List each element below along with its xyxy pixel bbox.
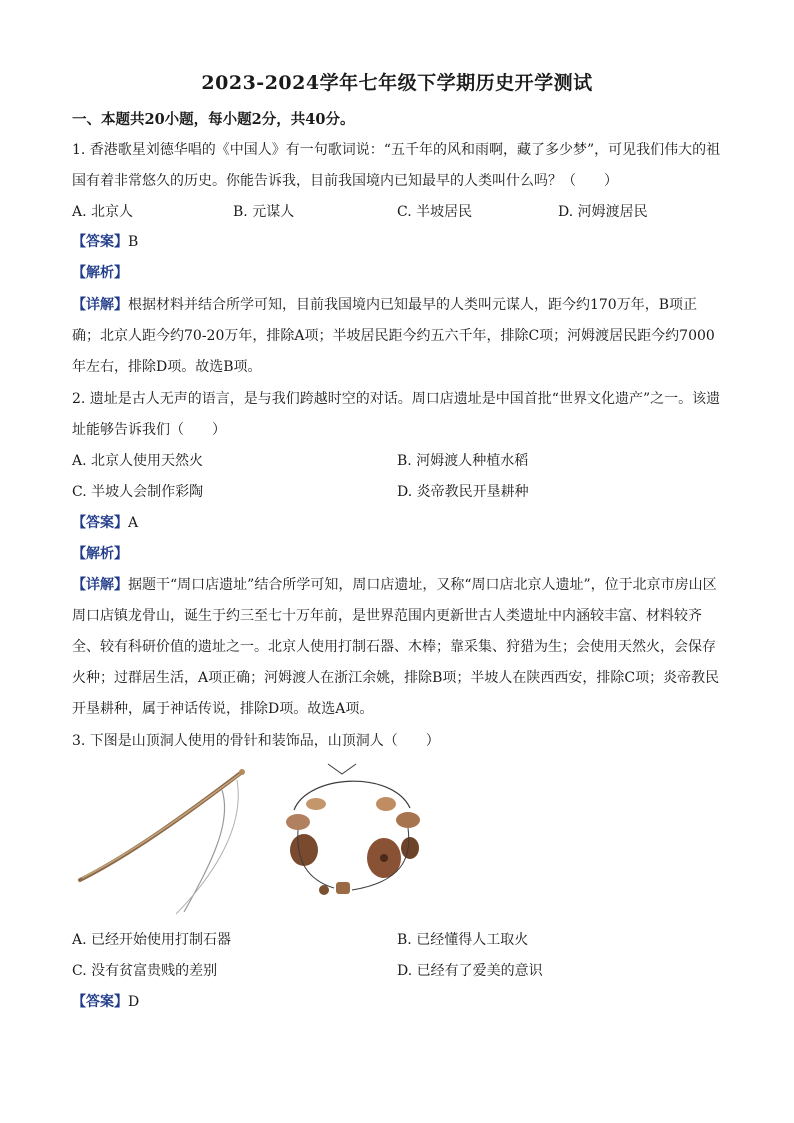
question-1-stem: 1. 香港歌星刘德华唱的《中国人》有一句歌词说：“五千年的风和雨啊，藏了多少梦”，可见我们伟大的祖国有着非常悠久的历史。你能告诉我，目前我国境内已知最早的人类叫什么吗？（ ）	[72, 142, 721, 189]
question-3-stem: 3. 下图是山顶洞人使用的骨针和装饰品，山顶洞人（ ）	[72, 733, 440, 749]
q2-answer-line	[72, 512, 138, 534]
q1-answer-value: B	[128, 234, 139, 250]
q2-option-d: D. 炎帝教民开垦耕种	[397, 484, 529, 500]
question-2-stem: 2. 遗址是古人无声的语言，是与我们跨越时空的对话。周口店遗址是中国首批“世界文化遗产”之一。该遗址能够告诉我们（ ）	[72, 391, 721, 438]
q3-option-c: C. 没有贫富贵贱的差别	[72, 963, 218, 979]
q1-detail-text: 根据材料并结合所学可知，目前我国境内已知最早的人类叫元谋人，距今约170万年，B项正确；北京人距今约70-20万年，排除A项；半坡居民距今约五六千年，排除C项；河姆渡居民距今约7000年左右，排除D项。故选B项。	[72, 297, 715, 375]
q1-option-b: B. 元谋人	[233, 204, 295, 220]
q3-answer-line	[72, 991, 139, 1013]
necklace-icon	[286, 764, 420, 895]
q2-option-b: B. 河姆渡人种植水稻	[397, 453, 529, 469]
detail-label: 【详解】	[72, 577, 128, 593]
q1-option-a: A. 北京人	[72, 204, 134, 220]
answer-label: 【答案】	[72, 234, 128, 250]
q2-analysis-line	[72, 543, 128, 565]
q2-detail-text: 据题干“周口店遗址”结合所学可知，周口店遗址，又称“周口店北京人遗址”，位于北京市房山区周口店镇龙骨山，诞生于约三至七十万年前，是世界范围内更新世古人类遗址中内涵较丰富、材料较齐全、较有科研价值的遗址之一。北京人使用打制石器、木棒；靠采集、狩猎为生；会使用天然火，会保存火种；过群居生活，A项正确；河姆渡人在浙江余姚，排除B项；半坡人在陕西西安，排除C项；炎帝教民开垦耕种，属于神话传说，排除D项。故选A项。	[72, 577, 720, 717]
q1-option-d: D. 河姆渡居民	[558, 204, 648, 220]
answer-label: 【答案】	[72, 994, 128, 1010]
page-title: 2023-2024学年七年级下学期历史开学测试	[201, 72, 593, 94]
q3-option-a: A. 已经开始使用打制石器	[72, 932, 232, 948]
q1-answer-line	[72, 231, 138, 253]
analysis-label: 【解析】	[72, 546, 128, 562]
detail-label: 【详解】	[72, 297, 128, 313]
q2-answer-value: A	[128, 515, 139, 531]
answer-label: 【答案】	[72, 515, 128, 531]
section-heading: 一、本题共20小题，每小题2分，共40分。	[72, 111, 355, 128]
q3-option-d: D. 已经有了爱美的意识	[397, 963, 543, 979]
q1-detail	[72, 290, 724, 383]
q3-answer-value: D	[128, 994, 140, 1010]
q2-detail	[72, 570, 724, 725]
analysis-label: 【解析】	[72, 265, 128, 281]
q3-option-b: B. 已经懂得人工取火	[397, 932, 529, 948]
q2-option-a: A. 北京人使用天然火	[72, 453, 204, 469]
q2-option-c: C. 半坡人会制作彩陶	[72, 484, 204, 500]
bone-needle-icon	[80, 769, 245, 914]
bone-needle-and-ornaments-image	[72, 762, 432, 922]
q1-analysis-line	[72, 262, 128, 284]
q1-option-c: C. 半坡居民	[397, 204, 473, 220]
